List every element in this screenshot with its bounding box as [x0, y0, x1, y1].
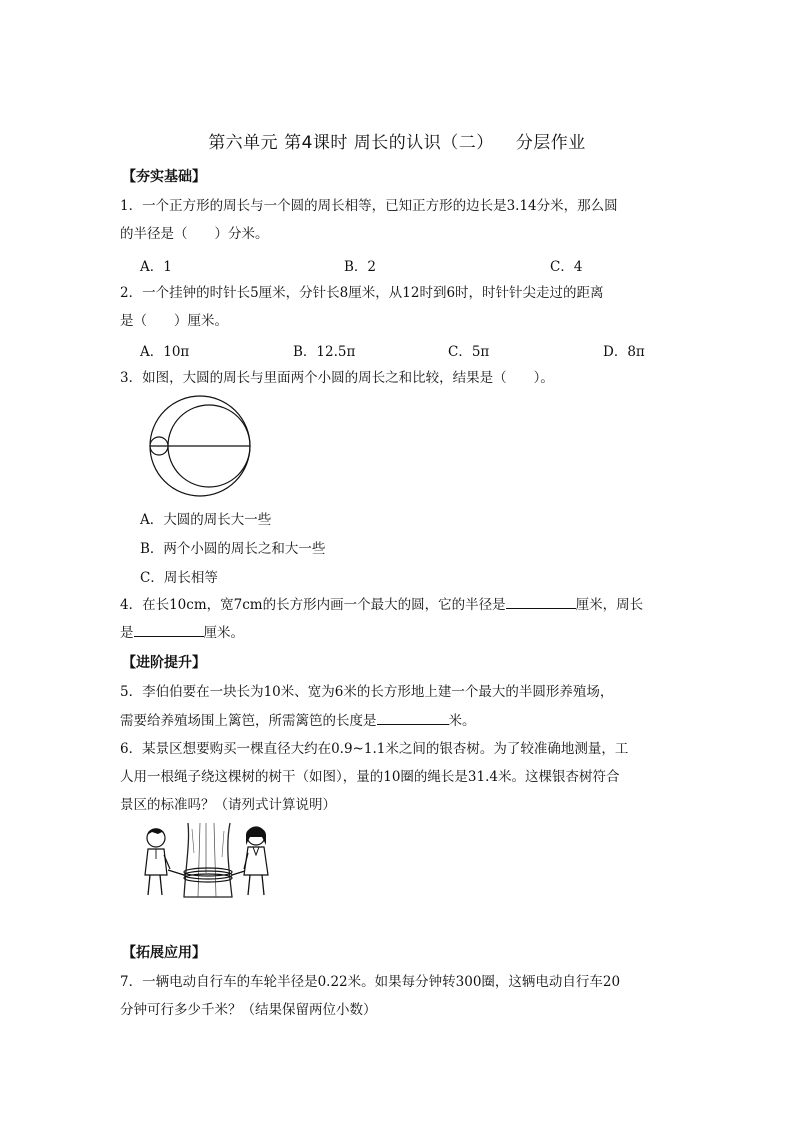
- q1-option-c: C．4: [550, 259, 583, 275]
- q4-line1: [120, 594, 680, 615]
- q3-option-a: A．大圆的周长大一些: [140, 512, 272, 528]
- q4-text-2b: 厘米。: [203, 625, 244, 641]
- q6-line1: 6．某景区想要购买一棵直径大约在0.9~1.1米之间的银杏树。为了较准确地测量，工: [120, 741, 629, 757]
- q6-line2: 人用一根绳子绕这棵树的树干（如图），量的10圈的绳长是31.4米。这棵银杏树符合: [120, 769, 620, 785]
- q1-line1: 1．一个正方形的周长与一个圆的周长相等，已知正方形的边长是3.14分米，那么圆: [120, 198, 618, 214]
- q5-text-2a: 需要给养殖场围上篱笆，所需篱笆的长度是: [120, 713, 377, 729]
- q3-option-c: C．周长相等: [140, 570, 218, 586]
- q6-line3: 景区的标准吗？（请列式计算说明）: [120, 797, 336, 813]
- q2-option-a: A．10π: [140, 344, 190, 360]
- q3-line1: 3．如图，大圆的周长与里面两个小圆的周长之和比较，结果是（ ）。: [120, 370, 554, 386]
- q5-blank-fence-length[interactable]: [377, 710, 449, 725]
- q1-line2: 的半径是（ ）分米。: [120, 226, 269, 242]
- left-child-figure: [145, 828, 170, 895]
- q7-line2: 分钟可行多少千米？（结果保留两位小数）: [120, 1002, 377, 1018]
- q1-option-a: A．1: [140, 259, 172, 275]
- q4-blank-perimeter[interactable]: [134, 622, 204, 637]
- q2-option-c: C．5π: [448, 344, 490, 360]
- q6-tree-measuring-illustration: [140, 823, 276, 897]
- q4-text-1b: 厘米，周长: [575, 597, 644, 613]
- q2-option-b: B．12.5π: [293, 344, 356, 360]
- q5-line2: [120, 710, 680, 731]
- right-child-figure: [244, 827, 268, 895]
- page-title: [0, 128, 794, 153]
- q5-text-2b: 米。: [448, 713, 476, 729]
- q5-line1: 5．李伯伯要在一块长为10米、宽为6米的长方形地上建一个最大的半圆形养殖场，: [120, 684, 614, 700]
- q1-option-b: B．2: [344, 259, 377, 275]
- q4-text-2a: 是: [120, 625, 134, 641]
- page-title-sub: 分层作业: [515, 133, 586, 153]
- q4-text-1a: 4．在长10cm，宽7cm的长方形内画一个最大的圆，它的半径是: [120, 597, 506, 613]
- q4-line2: [120, 622, 680, 643]
- q3-option-b: B．两个小圆的周长之和大一些: [140, 541, 326, 557]
- rope-coil-shape: [168, 868, 248, 882]
- q3-circles-figure: [136, 396, 266, 500]
- section-basic-heading: 【夯实基础】: [122, 169, 206, 185]
- q2-option-d: D．8π: [603, 344, 645, 360]
- tree-trunk-shape: [184, 823, 232, 897]
- section-advanced-heading: 【进阶提升】: [122, 655, 206, 671]
- q7-line1: 7．一辆电动自行车的车轮半径是0.22米。如果每分钟转300圈，这辆电动自行车20: [120, 974, 621, 990]
- q2-line2: 是（ ）厘米。: [120, 313, 228, 329]
- section-extension-heading: 【拓展应用】: [122, 945, 206, 961]
- q4-blank-radius[interactable]: [506, 594, 576, 609]
- q2-line1: 2．一个挂钟的时针长5厘米，分针长8厘米，从12时到6时，时针针尖走过的距离: [120, 285, 604, 301]
- page-title-main: 第六单元 第4课时 周长的认识（二）: [208, 133, 494, 153]
